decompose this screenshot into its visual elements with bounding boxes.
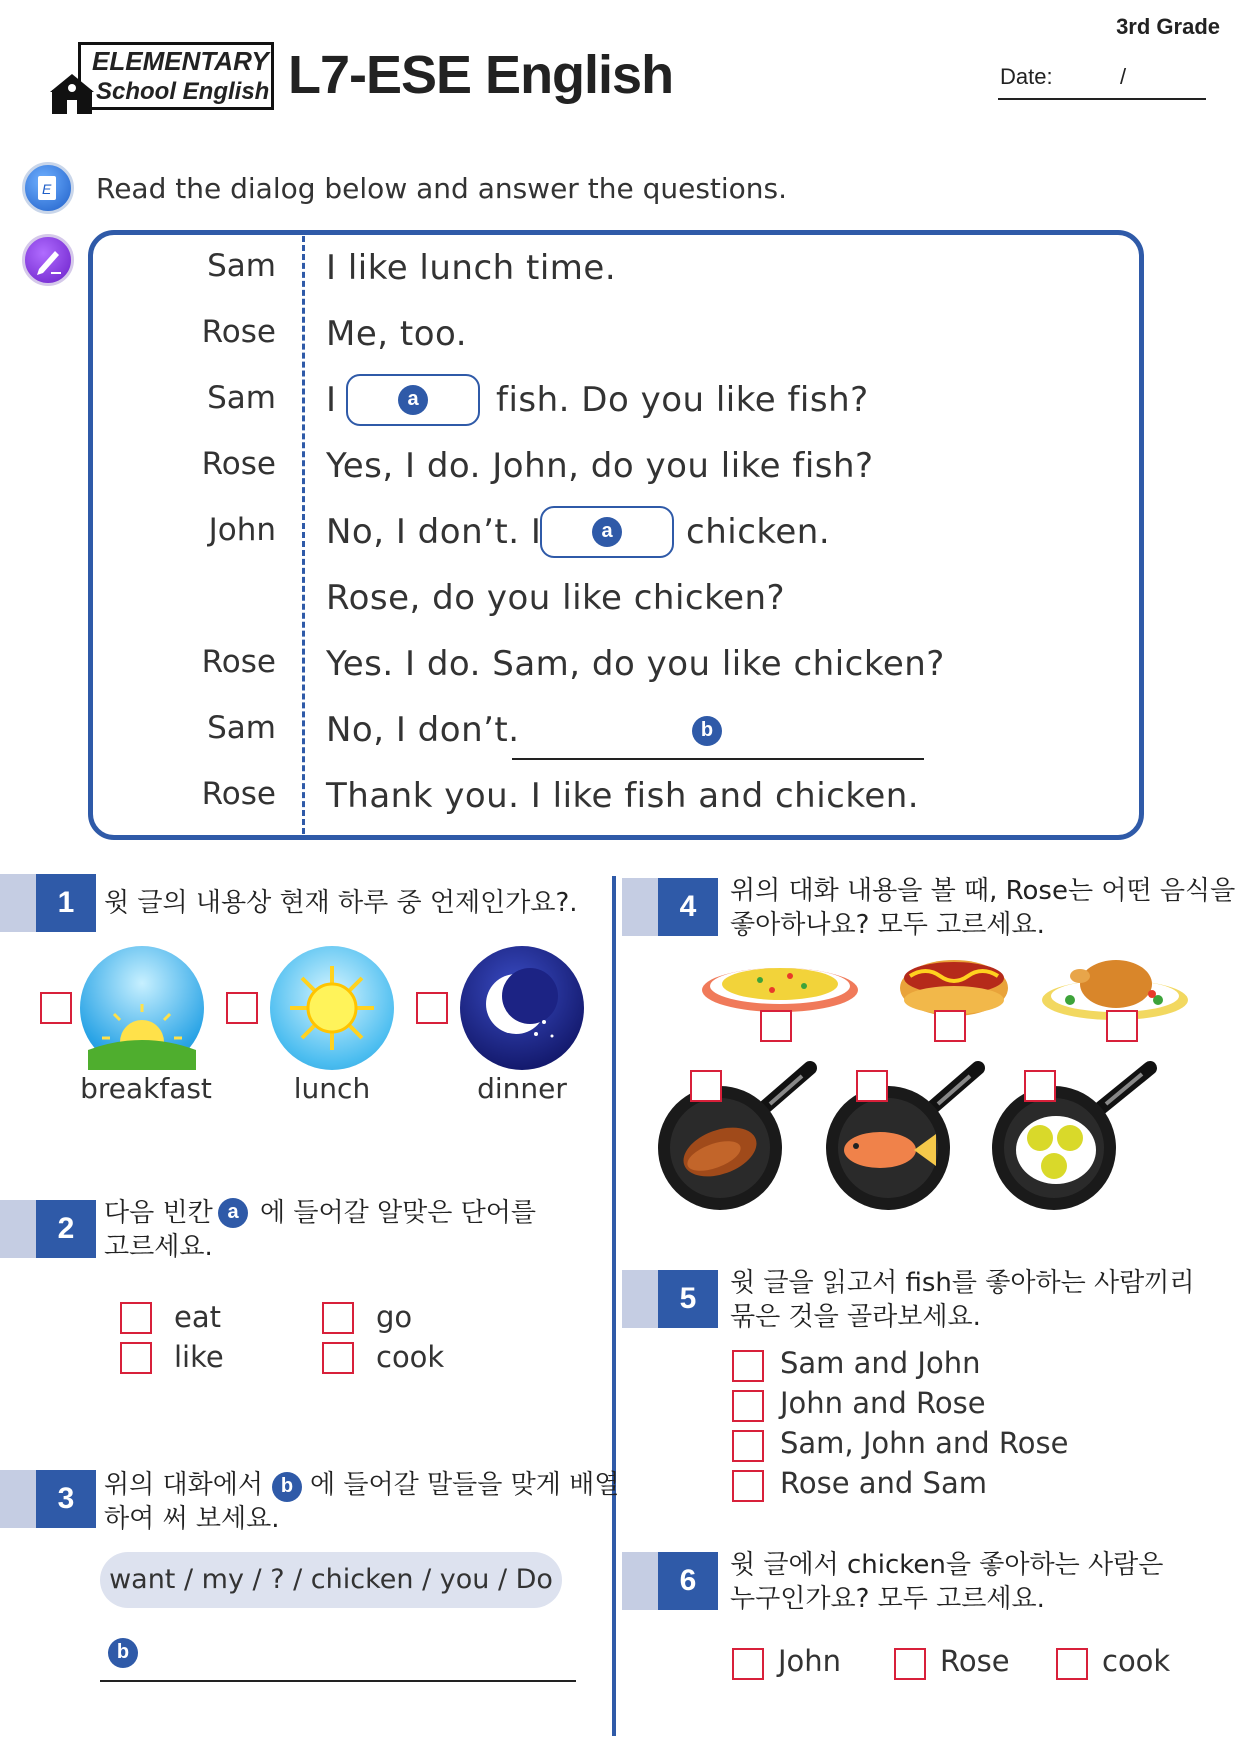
checkbox-hot-dog[interactable] xyxy=(934,1010,966,1042)
speaker-name: John xyxy=(208,512,276,548)
blank-b-badge: b xyxy=(108,1638,138,1668)
checkbox-option[interactable] xyxy=(732,1430,764,1462)
option-label: cook xyxy=(376,1340,445,1374)
question-5-text-line1: 윗 글을 읽고서 fish를 좋아하는 사람끼리 xyxy=(730,1268,1195,1298)
pan-eggs-icon xyxy=(982,1060,1162,1210)
dialog-line: Me, too. xyxy=(326,314,468,354)
question-5-header xyxy=(622,1270,718,1328)
blank-a-box[interactable] xyxy=(346,374,480,426)
question-3-header xyxy=(0,1470,96,1528)
logo-text-line2: School English xyxy=(96,78,270,105)
date-label: Date: xyxy=(1000,64,1053,89)
instruction-text: Read the dialog below and answer the questions. xyxy=(96,172,788,205)
hot-dog-icon xyxy=(896,944,1012,1020)
checkbox-fried-rice[interactable] xyxy=(760,1010,792,1042)
checkbox-lunch[interactable] xyxy=(226,992,258,1024)
dialog-line-pre: No, I don’t. I xyxy=(326,512,542,552)
fried-rice-icon xyxy=(700,954,860,1014)
speaker-name: Sam xyxy=(207,248,276,284)
pan-fish-icon xyxy=(818,1060,988,1210)
pan-sausage-icon xyxy=(650,1060,820,1210)
option-label: John and Rose xyxy=(780,1386,986,1420)
checkbox-option[interactable] xyxy=(732,1350,764,1382)
moon-icon xyxy=(460,946,584,1070)
checkbox-pan-fish[interactable] xyxy=(856,1070,888,1102)
blank-b-badge: b xyxy=(692,716,722,746)
checkbox-pan-eggs[interactable] xyxy=(1024,1070,1056,1102)
question-number: 1 xyxy=(36,874,96,932)
option-label: Sam, John and Rose xyxy=(780,1426,1069,1460)
date-input-line[interactable] xyxy=(998,98,1206,100)
dialog-line: I like lunch time. xyxy=(326,248,617,288)
question-6-text-line1: 윗 글에서 chicken을 좋아하는 사람은 xyxy=(730,1550,1164,1580)
blank-a-badge: a xyxy=(398,385,428,415)
page-title: L7-ESE English xyxy=(288,45,674,105)
question-number: 2 xyxy=(36,1200,96,1258)
pencil-icon xyxy=(22,234,74,286)
blank-a-badge: a xyxy=(592,517,622,547)
checkbox-pan-sausage[interactable] xyxy=(690,1070,722,1102)
dialog-line-post: chicken. xyxy=(686,512,831,552)
blank-b-badge: b xyxy=(272,1472,302,1502)
question-1-header xyxy=(0,874,96,932)
question-number: 5 xyxy=(658,1270,718,1328)
speaker-name: Rose xyxy=(201,644,276,680)
question-5-text-line2: 묶은 것을 골라보세요. xyxy=(730,1302,981,1332)
checkbox-cook[interactable] xyxy=(322,1342,354,1374)
option-label: eat xyxy=(174,1300,221,1334)
question-2-header xyxy=(0,1200,96,1258)
checkbox-like[interactable] xyxy=(120,1342,152,1374)
option-label: Sam and John xyxy=(780,1346,981,1380)
sunrise-icon xyxy=(80,946,204,1070)
date-slash: / xyxy=(1120,64,1127,89)
question-1-text: 윗 글의 내용상 현재 하루 중 언제인가요?. xyxy=(104,888,578,918)
option-label: Rose and Sam xyxy=(780,1466,987,1500)
logo-text-line1: ELEMENTARY xyxy=(92,46,269,76)
option-label: lunch xyxy=(293,1072,371,1105)
checkbox-option[interactable] xyxy=(732,1390,764,1422)
dialog-line: Yes, I do. John, do you like fish? xyxy=(326,446,874,486)
checkbox-eat[interactable] xyxy=(120,1302,152,1334)
option-label: like xyxy=(174,1340,224,1374)
question-2-text-pre: 다음 빈칸 xyxy=(104,1198,213,1228)
option-label: Rose xyxy=(940,1644,1010,1678)
speaker-name: Rose xyxy=(201,776,276,812)
option-label: dinner xyxy=(477,1072,567,1105)
question-number: 6 xyxy=(658,1552,718,1610)
dialog-line-post: fish. Do you like fish? xyxy=(496,380,869,420)
option-label: cook xyxy=(1102,1644,1171,1678)
book-icon xyxy=(22,162,74,214)
blank-a-badge: a xyxy=(218,1198,248,1228)
question-number: 3 xyxy=(36,1470,96,1528)
question-3-text-line2: 하여 써 보세요. xyxy=(104,1504,280,1534)
column-divider xyxy=(612,876,616,1736)
option-label: go xyxy=(376,1300,413,1334)
dialog-line-pre: I xyxy=(326,380,337,420)
option-label: breakfast xyxy=(80,1072,212,1105)
question-3-text-pre: 위의 대화에서 xyxy=(104,1470,263,1500)
speaker-name: Rose xyxy=(201,314,276,350)
checkbox-go[interactable] xyxy=(322,1302,354,1334)
dialog-line: Thank you. I like fish and chicken. xyxy=(326,776,920,816)
question-4-text-line1: 위의 대화 내용을 볼 때, Rose는 어떤 음식을 xyxy=(730,876,1236,906)
checkbox-dinner[interactable] xyxy=(416,992,448,1024)
blank-a-box[interactable] xyxy=(540,506,674,558)
svg-text:E: E xyxy=(42,181,52,197)
question-2-text-post: 에 들어갈 알맞은 단어를 xyxy=(260,1198,536,1228)
dialog-line: Rose, do you like chicken? xyxy=(326,578,786,618)
question-3-text-post: 에 들어갈 말들을 맞게 배열 xyxy=(310,1470,620,1500)
question-number: 4 xyxy=(658,878,718,936)
grade-label: 3rd Grade xyxy=(1116,14,1220,39)
answer-line[interactable] xyxy=(100,1680,576,1682)
checkbox-roast-chicken[interactable] xyxy=(1106,1010,1138,1042)
question-6-header xyxy=(622,1552,718,1610)
school-icon xyxy=(50,72,94,116)
checkbox-breakfast[interactable] xyxy=(40,992,72,1024)
checkbox-john[interactable] xyxy=(732,1648,764,1680)
question-6-text-line2: 누구인가요? 모두 고르세요. xyxy=(730,1584,1045,1614)
speaker-name: Rose xyxy=(201,446,276,482)
checkbox-cook[interactable] xyxy=(1056,1648,1088,1680)
speaker-name: Sam xyxy=(207,380,276,416)
question-4-header xyxy=(622,878,718,936)
dialog-line: Yes. I do. Sam, do you like chicken? xyxy=(326,644,945,684)
checkbox-rose[interactable] xyxy=(894,1648,926,1680)
checkbox-option[interactable] xyxy=(732,1470,764,1502)
sun-icon xyxy=(270,946,394,1070)
question-4-text-line2: 좋아하나요? 모두 고르세요. xyxy=(730,910,1045,940)
dialog-line-pre: No, I don’t. xyxy=(326,710,520,750)
blank-b-line[interactable] xyxy=(512,758,924,760)
scrambled-sentence: want / my / ? / chicken / you / Do xyxy=(100,1552,562,1608)
dialog-divider xyxy=(302,236,305,834)
option-label: John xyxy=(778,1644,842,1678)
speaker-name: Sam xyxy=(207,710,276,746)
question-2-text-line2: 고르세요. xyxy=(104,1232,213,1262)
